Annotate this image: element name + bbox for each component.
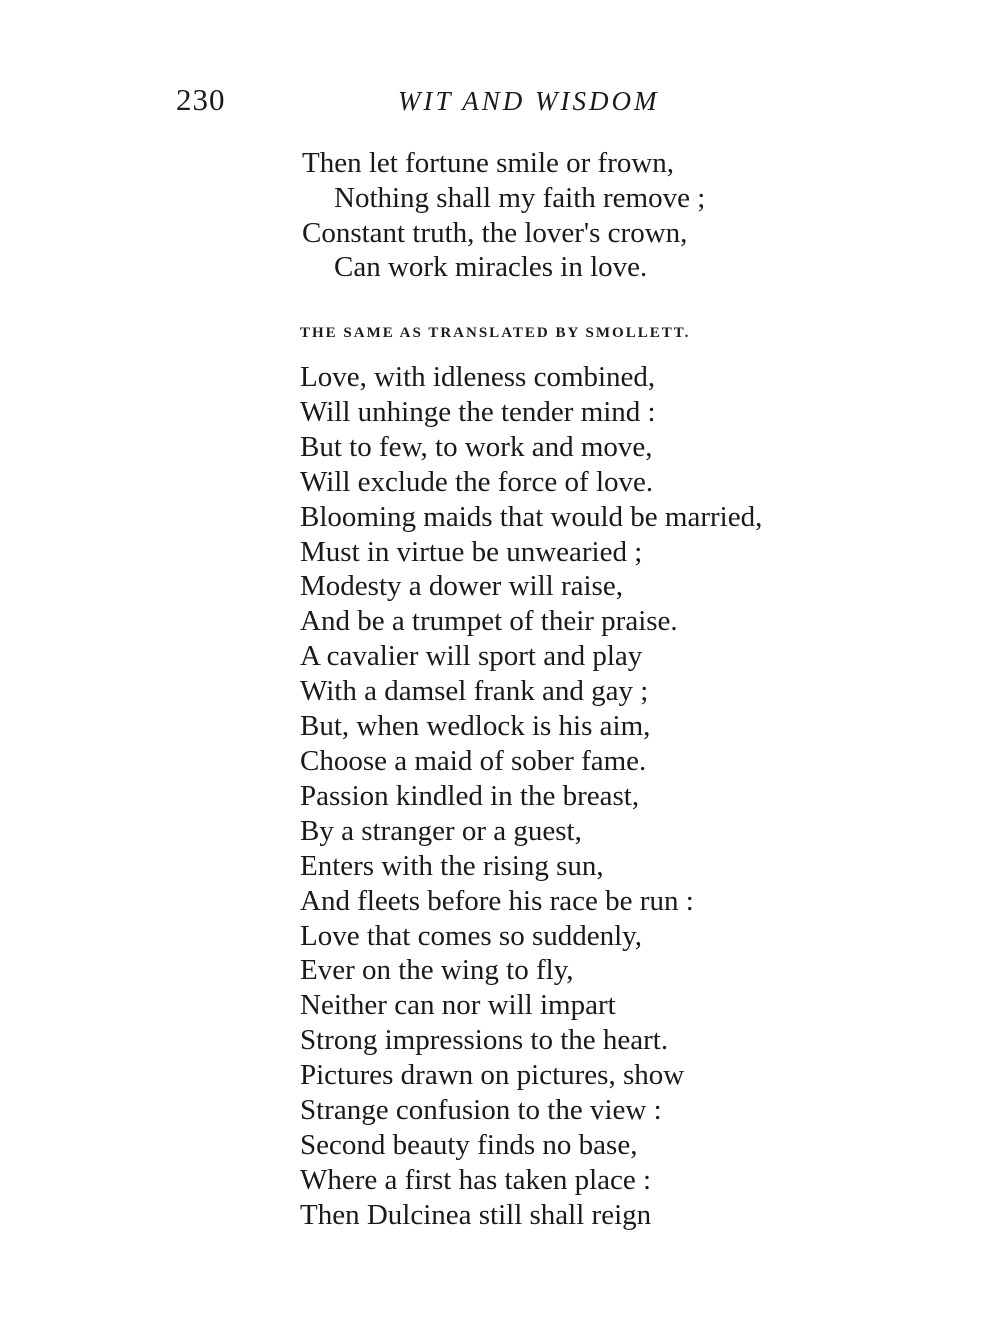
poem-line: Will unhinge the tender mind : xyxy=(300,395,656,428)
poem-line: Ever on the wing to fly, xyxy=(300,954,574,987)
poem-line: Modesty a dower will raise, xyxy=(300,570,623,603)
poem-line: Then Dulcinea still shall reign xyxy=(300,1198,652,1231)
running-head: WIT AND WISDOM xyxy=(398,86,660,116)
poem-line: Neither can nor will impart xyxy=(300,989,616,1022)
poem-line: By a stranger or a guest, xyxy=(300,814,582,847)
poem-line: Love that comes so suddenly, xyxy=(300,919,643,952)
poem-line: Strong impressions to the heart. xyxy=(300,1024,669,1057)
poem-line: Second beauty finds no base, xyxy=(300,1128,638,1161)
poem-line: Strange confusion to the view : xyxy=(300,1094,662,1127)
poem-line: But, when wedlock is his aim, xyxy=(300,710,651,743)
page-number: 230 xyxy=(176,82,226,117)
poem-line: But to few, to work and move, xyxy=(300,430,653,463)
poem-line: Passion kindled in the breast, xyxy=(300,779,640,812)
poem-line: And be a trumpet of their praise. xyxy=(300,605,678,638)
poem-line: Will exclude the force of love. xyxy=(300,465,654,498)
poem-line: A cavalier will sport and play xyxy=(300,640,643,673)
poem-line: And fleets before his race be run : xyxy=(300,884,694,917)
poem-line: Where a first has taken place : xyxy=(300,1163,652,1196)
poem-line: Choose a maid of sober fame. xyxy=(300,744,647,777)
section-heading: THE SAME AS TRANSLATED BY SMOLLETT. xyxy=(300,325,691,341)
stanza-line: Constant truth, the lover's crown, xyxy=(302,216,688,249)
poem-line: With a damsel frank and gay ; xyxy=(300,675,649,708)
poem-line: Love, with idleness combined, xyxy=(300,361,656,393)
stanza-line: Then let fortune smile or frown, xyxy=(302,147,675,179)
poem-line: Enters with the rising sun, xyxy=(300,849,604,882)
poem-line: Pictures drawn on pictures, show xyxy=(300,1059,685,1092)
stanza-line: Nothing shall my faith remove ; xyxy=(334,181,706,214)
stanza xyxy=(302,146,862,285)
poem-line: Blooming maids that would be married, xyxy=(300,500,763,533)
poem xyxy=(300,360,900,1233)
poem-line: Must in virtue be unwearied ; xyxy=(300,535,643,568)
stanza-line: Can work miracles in love. xyxy=(334,251,648,284)
